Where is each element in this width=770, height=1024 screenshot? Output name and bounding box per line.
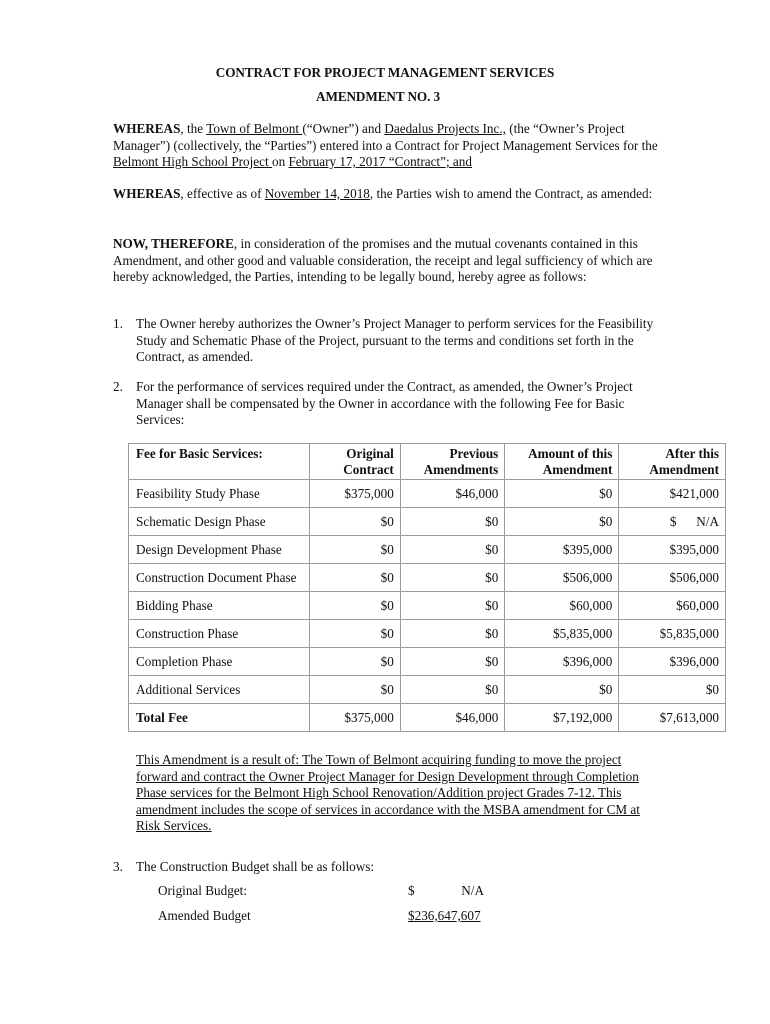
- contract-title: CONTRACT FOR PROJECT MANAGEMENT SERVICES: [215, 65, 555, 80]
- cell-value: $0: [310, 648, 401, 676]
- cell-value: $0: [310, 592, 401, 620]
- opm-name: Daedalus Projects Inc.,: [384, 121, 506, 136]
- phase-name: Bidding Phase: [129, 592, 310, 620]
- original-budget-label: Original Budget:: [158, 883, 248, 898]
- phase-name: Feasibility Study Phase: [129, 480, 310, 508]
- table-row: [129, 564, 726, 592]
- cell-value: $0: [400, 536, 504, 564]
- text: , effective as of: [180, 186, 265, 201]
- phase-name: Additional Services: [129, 676, 310, 704]
- cell-value: $395,000: [619, 536, 726, 564]
- cell-value: $395,000: [505, 536, 619, 564]
- item-number: 2.: [113, 379, 123, 394]
- phase-name: Construction Phase: [129, 620, 310, 648]
- fee-table: [128, 443, 726, 732]
- cell-value: $0: [505, 676, 619, 704]
- therefore-label: NOW, THEREFORE: [113, 236, 234, 251]
- item-2-text: For the performance of services required under the Contract, as amended, the Owner’s Project Manager shall be compensated by the Owner in accordance with the following Fee for Basic Services:: [136, 379, 633, 427]
- cell-value: $0: [310, 536, 401, 564]
- cell-value: $0: [400, 676, 504, 704]
- cell-value: $506,000: [619, 564, 726, 592]
- recital-paragraph-1: [113, 121, 658, 171]
- cell-value: $0: [310, 620, 401, 648]
- cell-value: $421,000: [619, 480, 726, 508]
- effective-date: November 14, 2018: [264, 186, 370, 201]
- cell-value: $396,000: [505, 648, 619, 676]
- dollar-sign: $: [408, 883, 415, 898]
- cell-value: $7,192,000: [505, 704, 619, 732]
- total-label: Total Fee: [129, 704, 310, 732]
- cell-value: $46,000: [400, 480, 504, 508]
- cell-value: $506,000: [505, 564, 619, 592]
- contract-date: February 17, 2017 “Contract”; and: [288, 154, 472, 169]
- amendment-number: AMENDMENT NO. 3: [316, 89, 440, 104]
- whereas-label: WHEREAS: [113, 186, 181, 201]
- text: (“Owner”) and: [302, 121, 385, 136]
- cell-value: $0: [310, 564, 401, 592]
- cell-value: $0: [400, 592, 504, 620]
- phase-name: Design Development Phase: [129, 536, 310, 564]
- col-header: Fee for Basic Services:: [129, 444, 310, 480]
- cell-value: $46,000: [400, 704, 504, 732]
- owner-name: Town of Belmont: [206, 121, 303, 136]
- text: , the: [180, 121, 207, 136]
- amended-budget-value: $236,647,607: [408, 908, 481, 923]
- cell-value: $396,000: [619, 648, 726, 676]
- cell-value: $5,835,000: [619, 620, 726, 648]
- phase-name: Construction Document Phase: [129, 564, 310, 592]
- total-row: [129, 704, 726, 732]
- text: (the “Owner’s Project Manager”) (collectively, the “Parties”) entered into a Contract for Project Management Services for the: [113, 121, 658, 153]
- phase-name: Schematic Design Phase: [129, 508, 310, 536]
- item-number: 1.: [113, 316, 123, 331]
- table-row: [129, 536, 726, 564]
- table-row: [129, 676, 726, 704]
- table-row: [129, 648, 726, 676]
- amendment-note: This Amendment is a result of: The Town of Belmont acquiring funding to move the project forward and contract the Owner Project Manager for Design Development through Completion Phase services for the Belmont High School Renovation/Addition project Grades 7-12. This amendment includes the scope of services in accordance with the MSBA amendment for CM at Risk Services.: [136, 752, 640, 833]
- table-row: [129, 508, 726, 536]
- col-header: Previous Amendments: [400, 444, 504, 480]
- therefore-paragraph: [113, 236, 658, 286]
- cell-value: $5,835,000: [505, 620, 619, 648]
- cell-value: $0: [505, 508, 619, 536]
- cell-value: $0: [400, 508, 504, 536]
- cell-value: $0: [400, 564, 504, 592]
- original-budget-amount: N/A: [461, 883, 484, 898]
- project-name: Belmont High School Project: [113, 154, 272, 169]
- cell-value: $0: [400, 648, 504, 676]
- cell-value: $375,000: [310, 480, 401, 508]
- recital-paragraph-2: [113, 186, 658, 203]
- cell-value: $60,000: [619, 592, 726, 620]
- cell-value: $60,000: [505, 592, 619, 620]
- cell-value: $0: [310, 676, 401, 704]
- text: , in consideration of the promises and the mutual covenants contained in this Amendment, and other good and valuable consideration, the receipt and legal sufficiency of which are hereby acknowledged, the Parties, intending to be legally bound, hereby agree as follows:: [113, 236, 653, 284]
- cell-value: $7,613,000: [619, 704, 726, 732]
- whereas-label: WHEREAS: [113, 121, 181, 136]
- col-header: Amount of this Amendment: [505, 444, 619, 480]
- text: on: [271, 154, 289, 169]
- cell-value: $0: [505, 480, 619, 508]
- table-row: [129, 620, 726, 648]
- item-number: 3.: [113, 859, 123, 874]
- text: , the Parties wish to amend the Contract, as amended:: [369, 186, 653, 201]
- original-budget-value: [408, 883, 484, 900]
- cell-value: $375,000: [310, 704, 401, 732]
- cell-value: $0: [619, 676, 726, 704]
- item-3-text: The Construction Budget shall be as follows:: [136, 859, 375, 874]
- cell-value: $0: [310, 508, 401, 536]
- col-header: Original Contract: [310, 444, 401, 480]
- phase-name: Completion Phase: [129, 648, 310, 676]
- col-header: After this Amendment: [619, 444, 726, 480]
- cell-value: $ N/A: [619, 508, 726, 536]
- item-1-text: The Owner hereby authorizes the Owner’s Project Manager to perform services for the Feasibility Study and Schematic Phase of the Project, pursuant to the terms and conditions set forth in the Contract, as amended.: [136, 316, 654, 364]
- table-row: [129, 592, 726, 620]
- table-row: [129, 480, 726, 508]
- amended-budget-label: Amended Budget: [158, 908, 251, 923]
- fee-table-header: [129, 444, 726, 480]
- cell-value: $0: [400, 620, 504, 648]
